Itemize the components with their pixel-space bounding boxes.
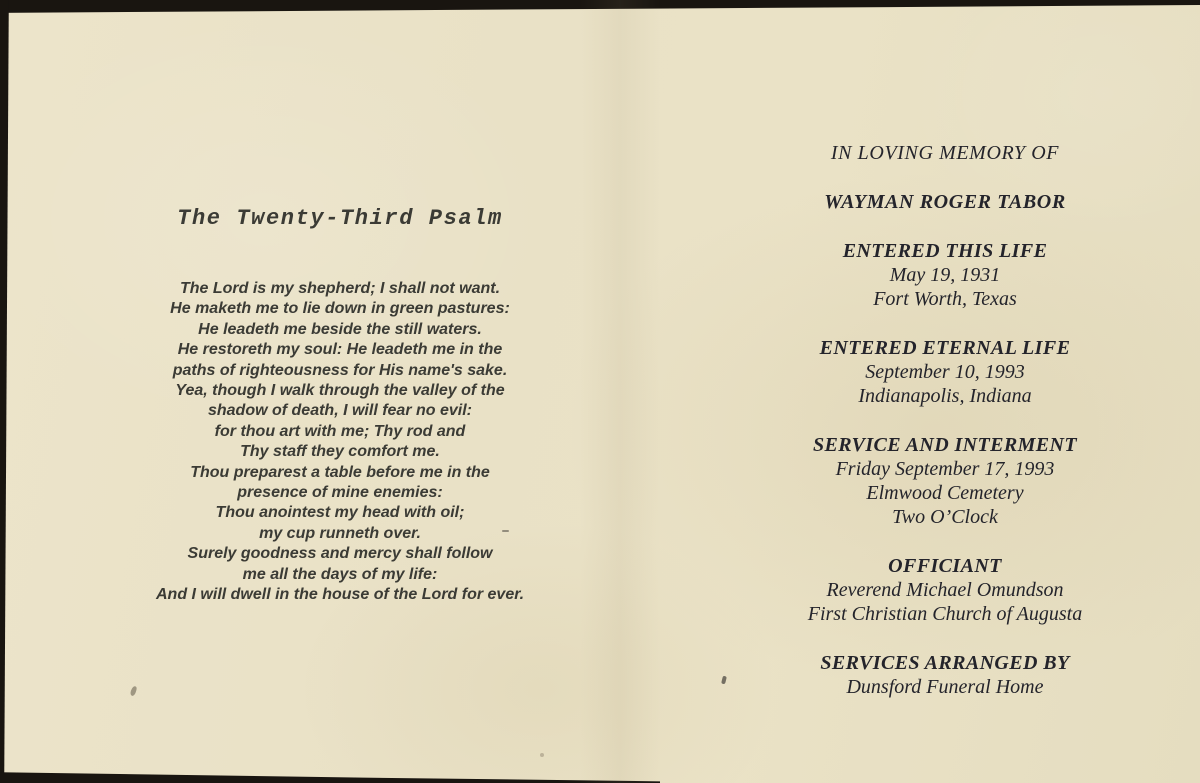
psalm-line: Thou preparest a table before me in the: [190, 463, 490, 481]
psalm-line: for thou art with me; Thy rod and: [214, 422, 466, 440]
psalm-line: He leadeth me beside the still waters.: [198, 320, 482, 338]
section-line: Fort Worth, Texas: [873, 288, 1017, 310]
psalm-line: Thou anointest my head with oil;: [215, 504, 465, 522]
psalm-text-block: [75, 279, 605, 606]
section-line: Reverend Michael Omundson: [826, 579, 1064, 601]
section-heading: SERVICE AND INTERMENT: [812, 434, 1078, 456]
section-service-and-interment: [690, 433, 1200, 529]
psalm-line: Yea, though I walk through the valley of the: [175, 382, 505, 400]
section-line: Friday September 17, 1993: [835, 458, 1055, 480]
section-entered-eternal-life: [690, 336, 1200, 408]
section-services-arranged-by: [690, 651, 1200, 699]
memorial-header: IN LOVING MEMORY OF: [830, 142, 1060, 164]
psalm-line: And I will dwell in the house of the Lord for ever.: [155, 586, 525, 604]
psalm-line: paths of righteousness for His name's sake.: [172, 361, 508, 379]
section-line: May 19, 1931: [889, 264, 1001, 286]
section-line: September 10, 1993: [865, 361, 1025, 383]
section-line: Elmwood Cemetery: [866, 482, 1024, 504]
section-heading: OFFICIANT: [888, 555, 1002, 577]
psalm-line: He maketh me to lie down in green pastures:: [170, 300, 510, 318]
scan-edge-left: [0, 0, 10, 783]
section-officiant: [690, 554, 1200, 626]
psalm-line: presence of mine enemies:: [237, 484, 443, 502]
psalm-line: He restoreth my soul: He leadeth me in the: [177, 341, 503, 359]
psalm-line: The Lord is my shepherd; I shall not want.: [179, 280, 501, 297]
psalm-line: my cup runneth over.: [259, 524, 421, 542]
section-heading: SERVICES ARRANGED BY: [820, 652, 1070, 674]
psalm-title: The Twenty-Third Psalm: [177, 206, 503, 231]
deceased-name: WAYMAN ROGER TABOR: [824, 191, 1066, 213]
section-line: First Christian Church of Augusta: [807, 603, 1083, 625]
psalm-line: me all the days of my life:: [242, 565, 438, 583]
psalm-page: [75, 0, 605, 783]
section-entered-this-life: [690, 239, 1200, 311]
section-heading: ENTERED THIS LIFE: [842, 240, 1048, 262]
psalm-line: shadow of death, I will fear no evil:: [207, 402, 473, 420]
section-line: Indianapolis, Indiana: [858, 385, 1032, 407]
section-line: Two O’Clock: [892, 506, 998, 528]
section-heading: ENTERED ETERNAL LIFE: [819, 337, 1071, 359]
psalm-line: Thy staff they comfort me.: [240, 443, 440, 461]
memorial-page: [690, 0, 1200, 699]
psalm-line: Surely goodness and mercy shall follow: [187, 545, 493, 563]
section-line: Dunsford Funeral Home: [846, 676, 1044, 698]
